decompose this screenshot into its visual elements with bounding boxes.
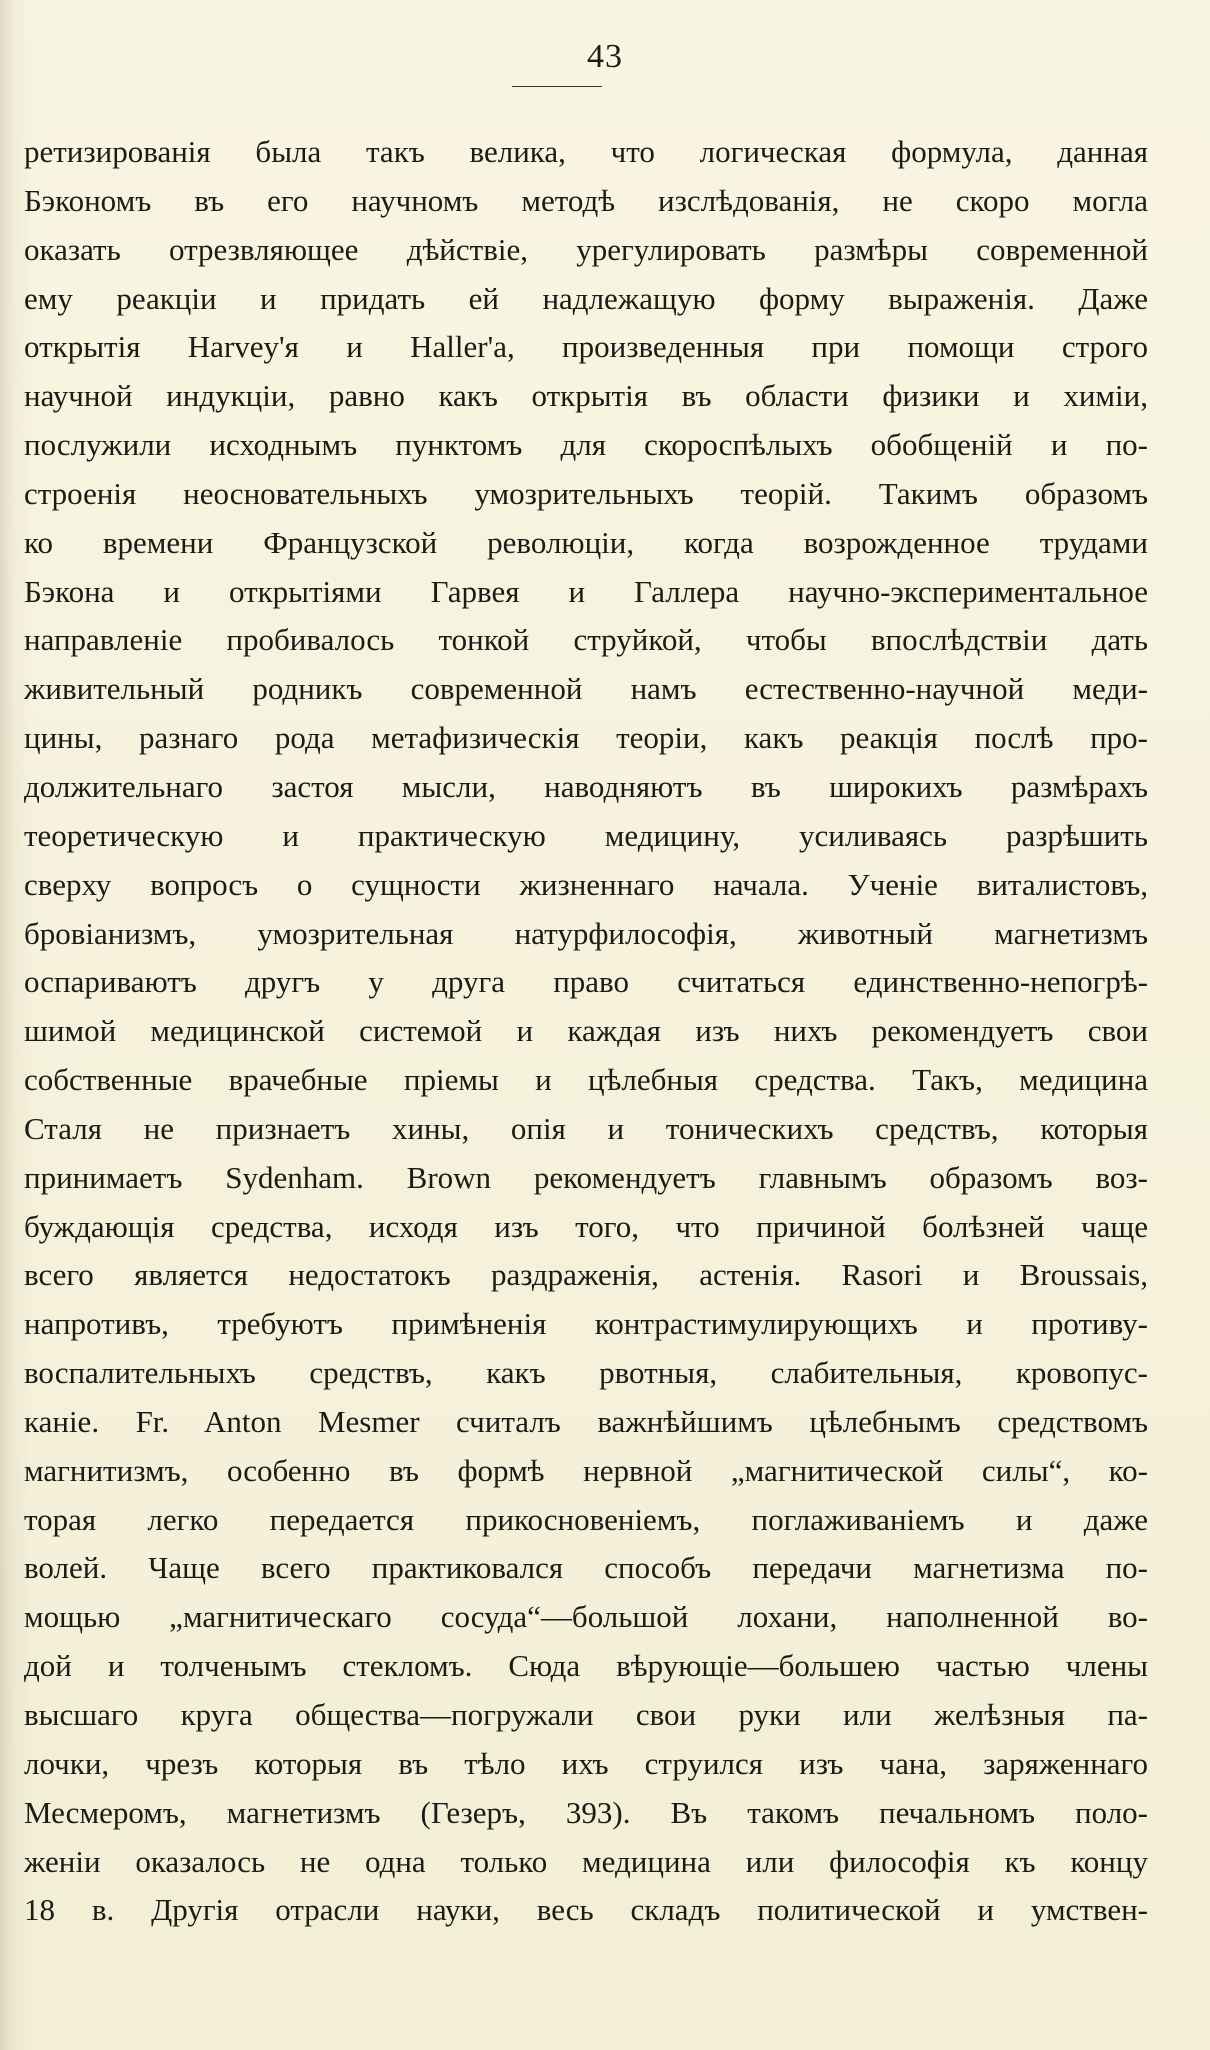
text-line: теоретическую и практическую медицину, усиливаясь разрѣшить xyxy=(24,817,1148,853)
text-line: Месмеромъ, магнетизмъ (Гезеръ, 393). Въ такомъ печальномъ поло- xyxy=(24,1794,1148,1830)
body-text xyxy=(24,128,1148,1935)
text-line: высшаго круга общества—погружали свои руки или желѣзныя па- xyxy=(24,1697,1148,1732)
text-line: буждающія средства, исходя изъ того, что причиной болѣзней чаще xyxy=(24,1208,1148,1244)
text-line: женіи оказалось не одна только медицина или философія къ концу xyxy=(24,1843,1148,1879)
text-line: собственные врачебные пріемы и цѣлебныя средства. Такъ, медицина xyxy=(24,1062,1148,1098)
text-line: Бэкона и открытіями Гарвея и Галлера научно-экспериментальное xyxy=(24,573,1148,609)
text-line: Сталя не признаетъ хины, опія и тоническихъ средствъ, которыя xyxy=(24,1110,1148,1146)
text-line: цины, разнаго рода метафизическія теоріи, какъ реакція послѣ про- xyxy=(24,720,1148,756)
text-line: шимой медицинской системой и каждая изъ нихъ рекомендуетъ свои xyxy=(24,1013,1148,1049)
text-line: лочки, чрезъ которыя въ тѣло ихъ струился изъ чана, заряженнаго xyxy=(24,1745,1148,1781)
page-number: 43 xyxy=(587,38,623,75)
text-line: магнитизмъ, особенно въ формѣ нервной „магнитической силы“, ко- xyxy=(24,1452,1148,1488)
text-line: ретизированія была такъ велика, что логическая формула, данная xyxy=(24,134,1148,169)
text-line: направленіе пробивалось тонкой струйкой, чтобы впослѣдствіи дать xyxy=(24,622,1148,658)
text-line: дой и толченымъ стекломъ. Сюда вѣрующіе—большею частью члены xyxy=(24,1648,1148,1684)
text-line: ко времени Французской революціи, когда возрожденное трудами xyxy=(24,524,1148,560)
text-line: оказать отрезвляющее дѣйствіе, урегулировать размѣры современной xyxy=(24,231,1148,267)
text-line: открытія Harvey'я и Haller'а, произведенныя при помощи строго xyxy=(24,329,1148,365)
text-line: научной индукціи, равно какъ открытія въ области физики и химіи, xyxy=(24,378,1148,414)
text-line: всего является недостатокъ раздраженія, астенія. Rasori и Broussais, xyxy=(24,1257,1148,1293)
text-line: 18 в. Другія отрасли науки, весь складъ политической и умствен- xyxy=(24,1892,1148,1928)
text-line: живительный родникъ современной намъ естественно-научной меди- xyxy=(24,671,1148,707)
header-rule xyxy=(512,86,602,87)
text-line: мощью „магнитическаго сосуда“—большой лохани, наполненной во- xyxy=(24,1599,1148,1635)
text-line: каніе. Fr. Anton Mesmer считалъ важнѣйшимъ цѣлебнымъ средствомъ xyxy=(24,1403,1148,1439)
text-line: сверху вопросъ о сущности жизненнаго начала. Ученіе виталистовъ, xyxy=(24,866,1148,902)
text-line: Бэкономъ въ его научномъ методѣ изслѣдованія, не скоро могла xyxy=(24,182,1148,218)
text-line: напротивъ, требуютъ примѣненія контрастимулирующихъ и противу- xyxy=(24,1306,1148,1342)
text-line: ему реакціи и придать ей надлежащую форму выраженія. Даже xyxy=(24,280,1148,316)
text-line: строенія неосновательныхъ умозрительныхъ теорій. Такимъ образомъ xyxy=(24,475,1148,511)
text-line: волей. Чаще всего практиковался способъ передачи магнетизма по- xyxy=(24,1550,1148,1586)
text-line: торая легко передается прикосновеніемъ, поглаживаніемъ и даже xyxy=(24,1501,1148,1537)
text-line: воспалительныхъ средствъ, какъ рвотныя, слабительныя, кровопус- xyxy=(24,1355,1148,1391)
text-line: бровіанизмъ, умозрительная натурфилософія, животный магнетизмъ xyxy=(24,915,1148,951)
text-line: послужили исходнымъ пунктомъ для скороспѣлыхъ обобщеній и по- xyxy=(24,427,1148,463)
text-line: принимаетъ Sydenham. Brown рекомендуетъ главнымъ образомъ воз- xyxy=(24,1159,1148,1195)
text-line: оспариваютъ другъ у друга право считаться единственно-непогрѣ- xyxy=(24,964,1148,1000)
text-line: должительнаго застоя мысли, наводняютъ въ широкихъ размѣрахъ xyxy=(24,768,1148,804)
